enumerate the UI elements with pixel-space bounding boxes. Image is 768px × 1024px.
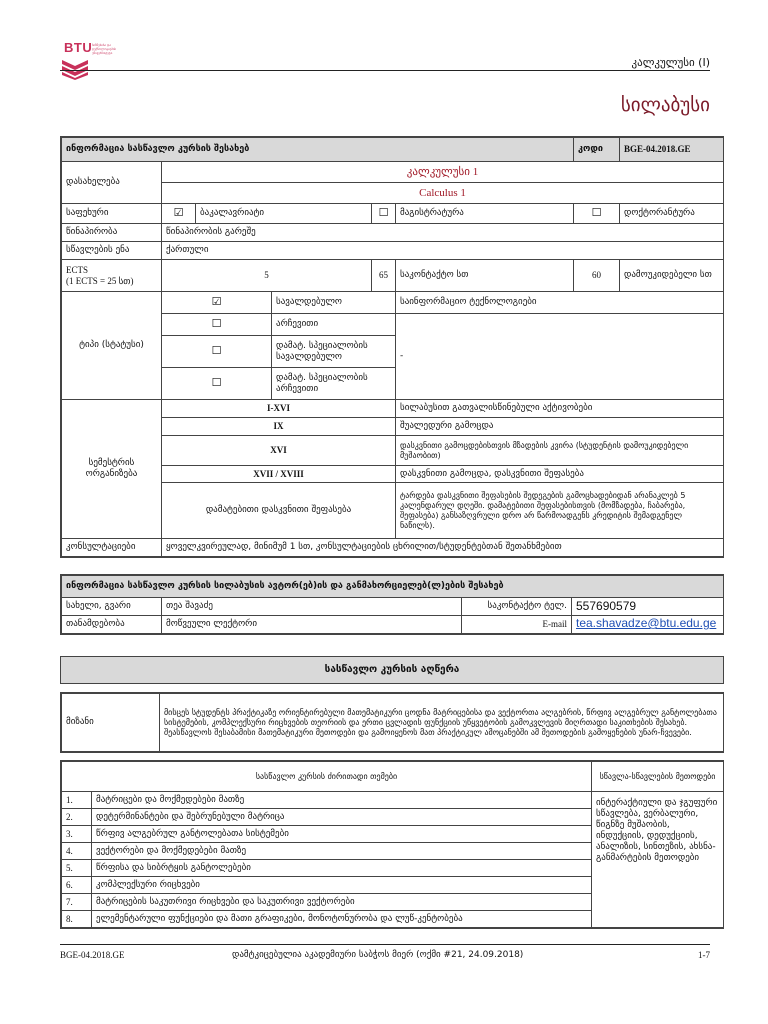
footer-code: BGE-04.2018.GE [60, 950, 125, 960]
btu-logo [60, 40, 114, 80]
topic-number: 5. [62, 860, 92, 877]
ects-sub: (1 ECTS = 25 სთ) [66, 275, 134, 286]
description-heading: სასწავლო კურსის აღწერა [61, 657, 723, 683]
topic-title: წრფისა და სიბრტყის განტოლებები [92, 860, 592, 877]
author-name-value: თეა შავაძე [162, 598, 462, 616]
page-title: სილაბუსი [620, 94, 710, 116]
prereq-value: წინაპირობის გარეშე [162, 224, 724, 242]
ects-value: 5 [162, 260, 372, 292]
methods-text: ინტერაქტიული და ჯგუფური სწავლება, ვერბალური, წიგნზე მუშაობის, ინდუქციის, დედუქციის, ანალიზის, სინთეზის, ახსნა-განმარტების მეთოდები [592, 792, 724, 928]
language-label: სწავლების ენა [62, 242, 162, 260]
type-minor-mandatory-label: დამატ. სპეციალობის სავალდებულო [272, 336, 396, 368]
ects-label: ECTS [66, 264, 89, 275]
level-doctoral-checkbox[interactable]: ☐ [591, 206, 602, 219]
email-link[interactable]: tea.shavadze@btu.edu.ge [576, 616, 717, 630]
topic-title: ვექტორები და მოქმედებები მათზე [92, 843, 592, 860]
type-minor-mandatory-checkbox[interactable]: ☐ [211, 344, 222, 357]
author-name-label: სახელი, გვარი [62, 598, 162, 616]
code-value: BGE-04.2018.GE [620, 138, 724, 162]
level-label: საფეხური [62, 204, 162, 224]
position-label: თანამდებობა [62, 616, 162, 634]
semester-desc: შუალედური გამოცდა [396, 418, 724, 436]
code-label: კოდი [574, 138, 620, 162]
semester-desc: ტარდება დასკვნითი შეფასების შედეგების გამოცხადებიდან არანაკლებ 5 კალენდარულ დღეში. დამატებითი შეფასებისთვის (მომზადება, ჩაბარება, შეფასება) განსაზღვრული დრო არ წარმოადგენს კრედიტის შემადგენელ ნაწილს). [396, 483, 724, 539]
author-info-section [60, 574, 724, 635]
contact-label: საკონტაქტო სთ [396, 260, 574, 292]
level-bachelor-checkbox[interactable]: ☑ [173, 206, 184, 219]
level-doctoral-label: დოქტორანტურა [620, 204, 724, 224]
topic-number: 1. [62, 792, 92, 809]
type-mandatory-note: საინფორმაციო ტექნოლოგიები [396, 292, 724, 314]
footer-page-number: 1-7 [698, 950, 710, 960]
semester-label: სემესტრის ორგანიზება [62, 400, 162, 539]
methods-header: სწავლა-სწავლების მეთოდები [592, 762, 724, 792]
topic-title: კომპლექსური რიცხვები [92, 877, 592, 894]
language-value: ქართული [162, 242, 724, 260]
type-elective-note: - [396, 314, 724, 400]
type-mandatory-checkbox[interactable]: ☑ [211, 295, 222, 308]
goal-label: მიზანი [62, 694, 160, 752]
header-course-name: კალკულუსი (I) [631, 56, 710, 69]
semester-desc: სილაბუსით გათვალისწინებული აქტივობები [396, 400, 724, 418]
course-info-section [60, 136, 724, 558]
type-elective-checkbox[interactable]: ☐ [211, 317, 222, 330]
logo-subtext: ბიზნესისა და ტექნოლოგიების უნივერსიტეტი [92, 43, 116, 55]
course-name-ka: კალკულუსი 1 [162, 162, 724, 183]
topic-number: 7. [62, 894, 92, 911]
independent-label: დამოუკიდებელი სთ [620, 260, 724, 292]
prereq-label: წინაპირობა [62, 224, 162, 242]
topic-title: ელემენტარული ფუნქციები და მათი გრაფიკები, მონოტონურობა და ლუწ-კენტობება [92, 911, 592, 928]
topic-number: 8. [62, 911, 92, 928]
semester-weeks: I-XVI [162, 400, 396, 418]
type-mandatory-label: სავალდებულო [272, 292, 396, 314]
type-minor-elective-label: დამატ. სპეციალობის არჩევითი [272, 368, 396, 400]
author-info-heading: ინფორმაცია სასწავლო კურსის სილაბუსის ავტორ(ებ)ის და განმახორციელებ(ლ)ების შესახებ [62, 576, 724, 598]
level-master-checkbox[interactable]: ☐ [378, 206, 389, 219]
header-divider [60, 70, 710, 71]
course-name-en: Calculus 1 [162, 183, 724, 204]
semester-weeks: დამატებითი დასკვნითი შეფასება [162, 483, 396, 539]
level-bachelor-label: ბაკალავრიატი [196, 204, 372, 224]
description-heading-box [60, 656, 724, 684]
topics-header: სასწავლო კურსის ძირითადი თემები [62, 762, 592, 792]
goal-section [60, 692, 724, 753]
independent-hours: 60 [574, 260, 620, 292]
level-master-label: მაგისტრატურა [396, 204, 574, 224]
email-label: E-mail [462, 616, 572, 634]
topic-title: დეტერმინანტები და შებრუნებული მატრიცა [92, 809, 592, 826]
contact-hours: 65 [372, 260, 396, 292]
topic-number: 6. [62, 877, 92, 894]
course-info-heading: ინფორმაცია სასწავლო კურსის შესახებ [62, 138, 574, 162]
type-label: ტიპი (სტატუსი) [62, 292, 162, 400]
topic-number: 2. [62, 809, 92, 826]
type-elective-label: არჩევითი [272, 314, 396, 336]
semester-weeks: IX [162, 418, 396, 436]
type-minor-elective-checkbox[interactable]: ☐ [211, 376, 222, 389]
topic-number: 3. [62, 826, 92, 843]
topics-section [60, 760, 724, 929]
logo-text: BTU [64, 40, 93, 55]
phone-label: საკონტაქტო ტელ. [462, 598, 572, 616]
semester-weeks: XVI [162, 436, 396, 466]
semester-desc: დასკვნითი გამოცდებისთვის მზადების კვირა (სტუდენტის დამოუკიდებელი მუშაობით) [396, 436, 724, 466]
goal-text: მისცეს სტუდენტს პრაქტიკაზე ორიენტირებული მათემატიკური ცოდნა მატრიცებისა და ვექტორთა ალგებრის, წრფივ ალგებრულ განტოლებათა სისტემების, კომპლექსური რიცხვების თეორიის და ერთი ცვლადის ფუნქციის უწყვეტობის გამოკვლევის მიღრთადი საკითხების შესახებ. შეასწავლოს შესაბამისი მათემატიკური მეთოდები და გამოიყენოს მათ პრაქტიკულ ამოცანებში ამ მეთოდების გამოყენების უნარ-ჩვევები. [160, 694, 724, 752]
topic-title: მატრიცების საკუთრივი რიცხვები და საკუთრივი ვექტორები [92, 894, 592, 911]
position-value: მოწვეული ლექტორი [162, 616, 462, 634]
topic-title: წრფივ ალგებრულ განტოლებათა სისტემები [92, 826, 592, 843]
topic-number: 4. [62, 843, 92, 860]
topic-title: მატრიცები და მოქმედებები მათზე [92, 792, 592, 809]
semester-weeks: XVII / XVIII [162, 466, 396, 483]
footer-divider [60, 944, 710, 945]
footer-approval: დამტკიცებულია აკადემიური საბჭოს მიერ (ოქმი #21, 24.09.2018) [232, 950, 524, 960]
phone-value: 557690579 [572, 598, 724, 616]
consult-label: კონსულტაციები [62, 539, 162, 557]
consult-value: ყოველკვირეულად, მინიმუმ 1 სთ, კონსულტაციების ცხრილით/სტუდენტებთან შეთანხმებით [162, 539, 724, 557]
name-label: დასახელება [62, 162, 162, 204]
semester-desc: დასკვნითი გამოცდა, დასკვნითი შეფასება [396, 466, 724, 483]
